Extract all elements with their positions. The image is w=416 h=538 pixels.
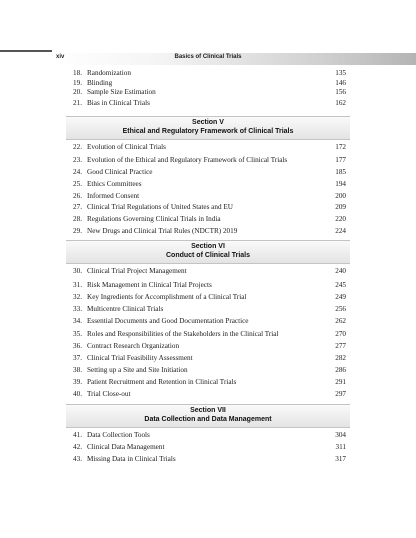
- toc-entry[interactable]: [73, 69, 346, 79]
- chapter-title: Informed Consent: [87, 192, 140, 200]
- chapter-title: Key Ingredients for Accomplishment of a Clinical Trial: [87, 293, 247, 301]
- chapter-page: 156: [335, 88, 346, 96]
- chapter-title: Good Clinical Practice: [87, 168, 153, 176]
- chapter-number: 43.: [73, 455, 82, 463]
- chapter-page: 162: [335, 99, 346, 107]
- chapter-page: 256: [335, 305, 346, 313]
- section-label: Section V: [192, 119, 224, 126]
- chapter-number: 18.: [73, 69, 82, 77]
- toc-entry[interactable]: [73, 156, 346, 166]
- chapter-title: Blinding: [87, 79, 113, 87]
- chapter-number: 34.: [73, 317, 82, 325]
- chapter-title: Sample Size Estimation: [87, 88, 156, 96]
- chapter-page: 200: [335, 192, 346, 200]
- section-heading: [66, 240, 350, 264]
- section-heading: [66, 404, 350, 428]
- toc-entry[interactable]: [73, 88, 346, 98]
- chapter-number: 22.: [73, 143, 82, 151]
- toc-entry[interactable]: [73, 366, 346, 376]
- chapter-page: 146: [335, 79, 346, 87]
- chapter-title: Bias in Clinical Trials: [87, 99, 150, 107]
- chapter-page: 297: [335, 390, 346, 398]
- chapter-title: New Drugs and Clinical Trial Rules (NDCTR) 2019: [87, 227, 238, 235]
- chapter-number: 25.: [73, 180, 82, 188]
- chapter-number: 24.: [73, 168, 82, 176]
- chapter-page: 249: [335, 293, 346, 301]
- chapter-number: 40.: [73, 390, 82, 398]
- chapter-page: 291: [335, 378, 346, 386]
- chapter-number: 37.: [73, 354, 82, 362]
- chapter-title: Regulations Governing Clinical Trials in India: [87, 215, 221, 223]
- chapter-page: 277: [335, 342, 346, 350]
- chapter-title: Randomization: [87, 69, 131, 77]
- toc-entry[interactable]: [73, 267, 346, 277]
- chapter-page: 194: [335, 180, 346, 188]
- chapter-page: 224: [335, 227, 346, 235]
- chapter-number: 35.: [73, 330, 82, 338]
- toc-entry[interactable]: [73, 390, 346, 400]
- toc-entry[interactable]: [73, 330, 346, 340]
- chapter-title: Missing Data in Clinical Trials: [87, 455, 176, 463]
- toc-entry[interactable]: [73, 99, 346, 109]
- chapter-page: 185: [335, 168, 346, 176]
- chapter-number: 39.: [73, 378, 82, 386]
- chapter-title: Clinical Trial Regulations of United States and EU: [87, 203, 233, 211]
- section-title: Data Collection and Data Management: [144, 416, 272, 423]
- page-number: xiv: [56, 54, 65, 60]
- chapter-title: Ethics Committees: [87, 180, 142, 188]
- toc-entry[interactable]: [73, 281, 346, 291]
- chapter-number: 28.: [73, 215, 82, 223]
- chapter-title: Risk Management in Clinical Trial Projects: [87, 281, 212, 289]
- toc-entry[interactable]: [73, 443, 346, 453]
- chapter-title: Roles and Responsibilities of the Stakeholders in the Clinical Trial: [87, 330, 279, 338]
- chapter-number: 42.: [73, 443, 82, 451]
- chapter-number: 41.: [73, 431, 82, 439]
- chapter-number: 30.: [73, 267, 82, 275]
- chapter-title: Evolution of the Ethical and Regulatory Framework of Clinical Trials: [87, 156, 288, 164]
- toc-entry[interactable]: [73, 215, 346, 225]
- chapter-page: 177: [335, 156, 346, 164]
- toc-entry[interactable]: [73, 227, 346, 237]
- toc-entry[interactable]: [73, 192, 346, 202]
- toc-entry[interactable]: [73, 431, 346, 441]
- toc-entry[interactable]: [73, 305, 346, 315]
- chapter-title: Setting up a Site and Site Initiation: [87, 366, 188, 374]
- section-label: Section VI: [191, 243, 225, 250]
- toc-entry[interactable]: [73, 317, 346, 327]
- chapter-page: 262: [335, 317, 346, 325]
- chapter-number: 32.: [73, 293, 82, 301]
- chapter-number: 29.: [73, 227, 82, 235]
- chapter-title: Patient Recruitment and Retention in Clinical Trials: [87, 378, 237, 386]
- chapter-title: Clinical Data Management: [87, 443, 165, 451]
- toc-entry[interactable]: [73, 293, 346, 303]
- chapter-page: 220: [335, 215, 346, 223]
- chapter-title: Contract Research Organization: [87, 342, 180, 350]
- chapter-number: 21.: [73, 99, 82, 107]
- toc-entry[interactable]: [73, 168, 346, 178]
- chapter-page: 286: [335, 366, 346, 374]
- chapter-page: 135: [335, 69, 346, 77]
- chapter-page: 282: [335, 354, 346, 362]
- chapter-title: Data Collection Tools: [87, 431, 150, 439]
- chapter-number: 38.: [73, 366, 82, 374]
- chapter-title: Clinical Trial Project Management: [87, 267, 187, 275]
- chapter-number: 26.: [73, 192, 82, 200]
- running-title: Basics of Clinical Trials: [174, 54, 242, 60]
- section-label: Section VII: [190, 407, 226, 414]
- chapter-page: 172: [335, 143, 346, 151]
- chapter-page: 304: [335, 431, 346, 439]
- chapter-page: 209: [335, 203, 346, 211]
- chapter-number: 36.: [73, 342, 82, 350]
- chapter-number: 23.: [73, 156, 82, 164]
- chapter-number: 33.: [73, 305, 82, 313]
- section-title: Ethical and Regulatory Framework of Clinical Trials: [122, 128, 294, 135]
- toc-entry[interactable]: [73, 455, 346, 465]
- chapter-page: 317: [335, 455, 346, 463]
- toc-entry[interactable]: [73, 378, 346, 388]
- toc-entry[interactable]: [73, 203, 346, 213]
- chapter-title: Evolution of Clinical Trials: [87, 143, 166, 151]
- chapter-number: 31.: [73, 281, 82, 289]
- chapter-number: 20.: [73, 88, 82, 96]
- toc-entry[interactable]: [73, 342, 346, 352]
- chapter-number: 27.: [73, 203, 82, 211]
- section-heading: [66, 116, 350, 140]
- chapter-page: 270: [335, 330, 346, 338]
- chapter-title: Trial Close-out: [87, 390, 131, 398]
- toc-entry[interactable]: [73, 180, 346, 190]
- chapter-title: Clinical Trial Feasibility Assessment: [87, 354, 193, 362]
- chapter-page: 311: [335, 443, 346, 451]
- chapter-title: Multicentre Clinical Trials: [87, 305, 164, 313]
- chapter-title: Essential Documents and Good Documentation Practice: [87, 317, 249, 325]
- chapter-page: 240: [335, 267, 346, 275]
- header-rule: [0, 50, 52, 52]
- toc-entry[interactable]: [73, 354, 346, 364]
- chapter-number: 19.: [73, 79, 82, 87]
- chapter-page: 245: [335, 281, 346, 289]
- toc-entry[interactable]: [73, 143, 346, 153]
- section-title: Conduct of Clinical Trials: [165, 252, 250, 259]
